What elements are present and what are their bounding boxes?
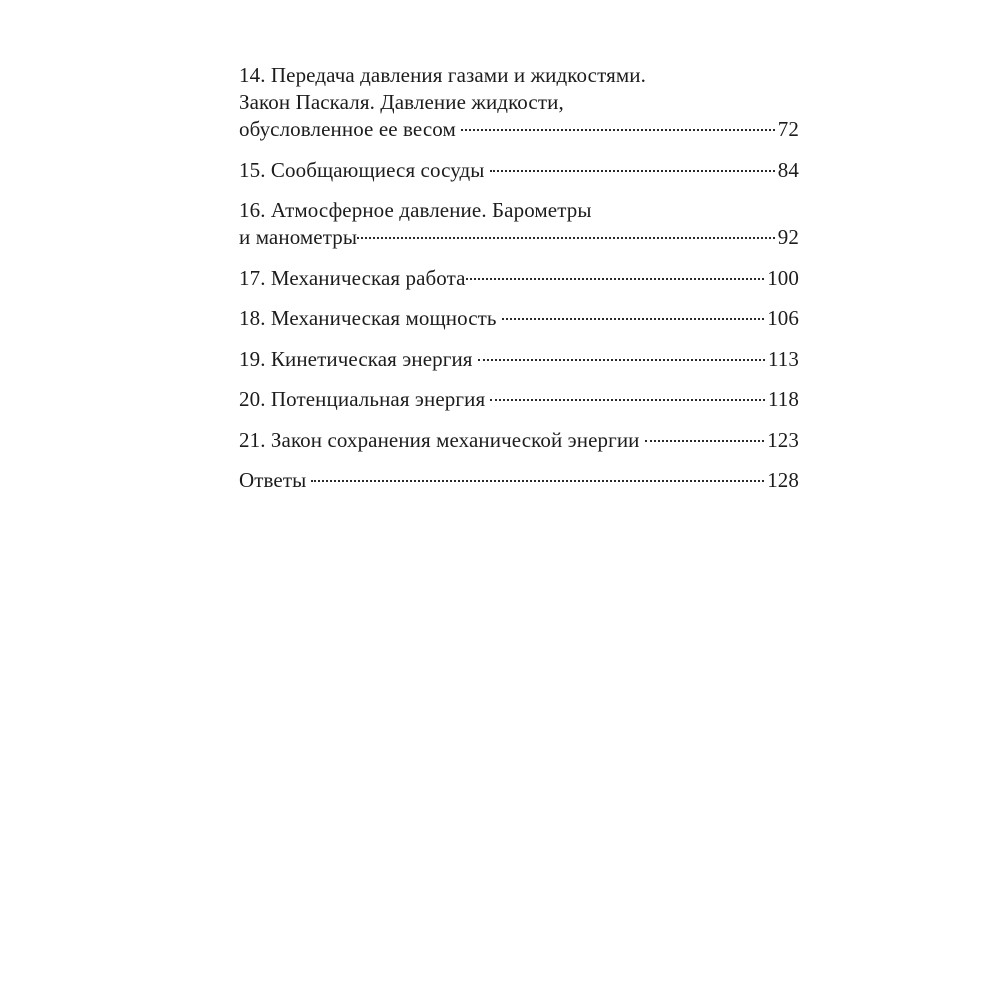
toc-entry-line: 16. Атмосферное давление. Барометры [239,198,592,222]
toc-page-number: 128 [767,468,799,492]
toc-entry-final-line [239,265,799,292]
toc-entry-final-line [239,467,799,494]
toc-entry-21 [239,427,799,454]
toc-entry-18 [239,305,799,332]
toc-entry-line: Закон Паскаля. Давление жидкости, [239,90,564,114]
dot-leader [645,440,765,442]
toc-entry-final-line [239,386,799,413]
toc-entry-final-line [239,305,799,332]
toc-page-number: 118 [767,387,799,411]
toc-entry-title: обусловленное ее весом [239,117,456,141]
toc-entry-final-line [239,224,799,251]
dot-leader [461,129,775,131]
dot-leader [490,170,775,172]
toc-entry-15 [239,157,799,184]
toc-page-number: 72 [777,117,799,141]
toc-entry-14 [239,62,799,143]
toc-entry-final-line [239,157,799,184]
toc-entry-16 [239,197,799,251]
dot-leader [502,318,765,320]
toc-page-number: 100 [767,265,799,290]
toc-entry-title: 15. Сообщающиеся сосуды [239,157,485,182]
dot-leader [478,359,765,361]
toc-entry-title: 21. Закон сохранения механической энергии [239,427,640,452]
toc-entry-title: и манометры [239,225,358,249]
toc-entry-17 [239,265,799,292]
toc-entry-19 [239,346,799,373]
toc-entry-final-line [239,427,799,454]
toc-entry-title: 18. Механическая мощность [239,306,497,330]
dot-leader [490,399,765,401]
toc-page-number: 113 [767,346,799,371]
toc-page-number: 84 [777,157,799,182]
toc-page-number: 106 [767,306,799,330]
toc-page-number: 123 [767,427,799,452]
table-of-contents [239,62,799,508]
toc-entry-final-line [239,116,799,143]
toc-entry-title: Ответы [239,468,307,492]
toc-entry-20 [239,386,799,413]
dot-leader [311,480,764,482]
dot-leader [357,237,775,239]
dot-leader [466,278,765,280]
toc-entry-final-line [239,346,799,373]
toc-entry-title: 17. Механическая работа [239,265,466,290]
toc-page-number: 92 [777,225,799,249]
toc-entry-answers [239,467,799,494]
toc-entry-title: 20. Потенциальная энергия [239,387,486,411]
toc-entry-line: 14. Передача давления газами и жидкостями. [239,63,646,87]
toc-entry-title: 19. Кинетическая энергия [239,346,473,371]
